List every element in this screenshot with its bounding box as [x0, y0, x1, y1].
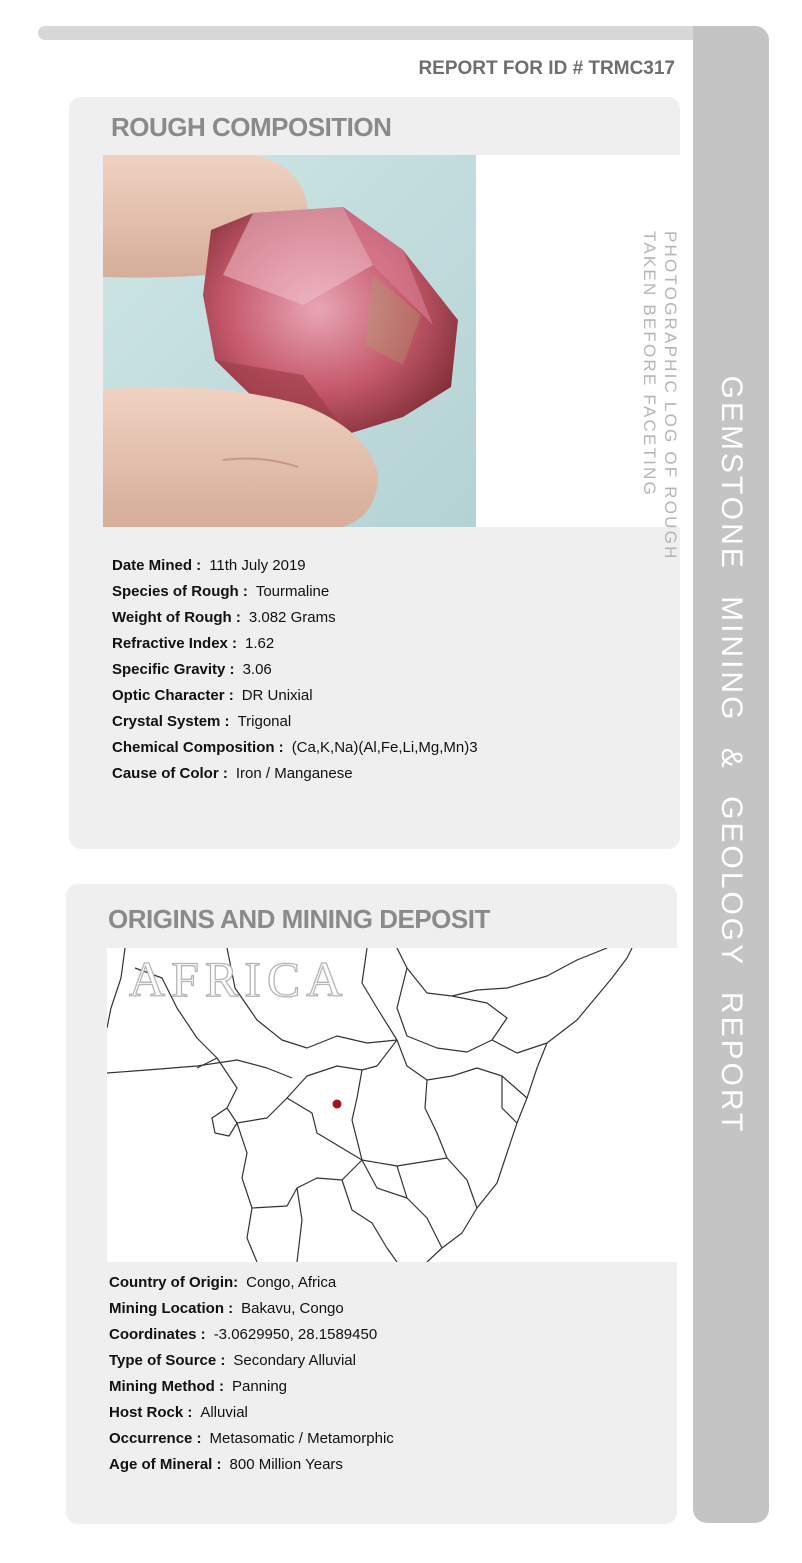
- report-id-label: REPORT FOR ID # TRMC317: [418, 58, 675, 79]
- prop-host-rock: [109, 1400, 394, 1426]
- report-side-title: GEMSTONE MINING & GEOLOGY REPORT: [715, 375, 748, 1135]
- africa-map-graphic: [107, 948, 677, 1262]
- prop-label: Type of Source :: [109, 1352, 226, 1369]
- rough-properties-list: [112, 553, 478, 787]
- prop-label: Refractive Index :: [112, 635, 238, 652]
- prop-value: 3.06: [242, 661, 272, 678]
- prop-label: Mining Location :: [109, 1300, 234, 1317]
- prop-label: Date Mined :: [112, 557, 202, 574]
- prop-weight: [112, 605, 478, 631]
- prop-label: Coordinates :: [109, 1326, 206, 1343]
- prop-value: Iron / Manganese: [235, 765, 353, 782]
- prop-value: Congo, Africa: [246, 1274, 337, 1291]
- prop-value: Panning: [231, 1378, 288, 1395]
- prop-label: Country of Origin:: [109, 1274, 239, 1291]
- prop-value: Metasomatic / Metamorphic: [209, 1430, 394, 1447]
- map-africa-label: AFRICA: [129, 951, 349, 1007]
- prop-crystal-system: [112, 709, 478, 735]
- africa-map: [107, 948, 677, 1262]
- prop-label: Host Rock :: [109, 1404, 193, 1421]
- photo-caption-line-2: TAKEN BEFORE FACETING: [640, 231, 659, 497]
- header-bar: [38, 26, 738, 40]
- prop-chemical-composition: [112, 735, 478, 761]
- prop-value: 1.62: [245, 635, 275, 652]
- prop-value: Trigonal: [237, 713, 292, 730]
- prop-value: -3.0629950, 28.1589450: [213, 1326, 378, 1343]
- origins-properties-list: [109, 1270, 394, 1478]
- prop-value: Secondary Alluvial: [233, 1352, 356, 1369]
- prop-value: 800 Million Years: [229, 1456, 343, 1473]
- origins-panel: [66, 884, 677, 1524]
- rough-gemstone-photo: [103, 155, 476, 527]
- prop-label: Specific Gravity :: [112, 661, 235, 678]
- photo-caption-line-1: PHOTOGRAPHIC LOG OF ROUGH: [661, 231, 680, 561]
- prop-species: [112, 579, 478, 605]
- prop-value: Alluvial: [200, 1404, 248, 1421]
- prop-mining-location: [109, 1296, 394, 1322]
- prop-date-mined: [112, 553, 478, 579]
- prop-value: 11th July 2019: [209, 557, 306, 574]
- prop-occurrence: [109, 1426, 394, 1452]
- prop-value: DR Unixial: [241, 687, 313, 704]
- prop-value: 3.082 Grams: [248, 609, 336, 626]
- prop-mining-method: [109, 1374, 394, 1400]
- rough-composition-panel: [69, 97, 680, 849]
- prop-optic-character: [112, 683, 478, 709]
- rough-composition-title: ROUGH COMPOSITION: [111, 112, 392, 142]
- prop-specific-gravity: [112, 657, 478, 683]
- prop-coordinates: [109, 1322, 394, 1348]
- rough-photo-strip: [103, 155, 680, 561]
- prop-label: Chemical Composition :: [112, 739, 284, 756]
- prop-label: Weight of Rough :: [112, 609, 241, 626]
- prop-country-of-origin: [109, 1270, 394, 1296]
- prop-label: Mining Method :: [109, 1378, 224, 1395]
- prop-age-of-mineral: [109, 1452, 394, 1478]
- prop-value: (Ca,K,Na)(Al,Fe,Li,Mg,Mn)3: [291, 739, 478, 756]
- origins-title: ORIGINS AND MINING DEPOSIT: [108, 904, 490, 934]
- mining-location-marker: [333, 1100, 342, 1109]
- prop-value: Bakavu, Congo: [241, 1300, 344, 1317]
- prop-type-of-source: [109, 1348, 394, 1374]
- prop-label: Species of Rough :: [112, 583, 248, 600]
- prop-cause-of-color: [112, 761, 478, 787]
- prop-value: Tourmaline: [255, 583, 330, 600]
- prop-label: Optic Character :: [112, 687, 234, 704]
- prop-refractive-index: [112, 631, 478, 657]
- prop-label: Crystal System :: [112, 713, 230, 730]
- prop-label: Cause of Color :: [112, 765, 228, 782]
- prop-label: Age of Mineral :: [109, 1456, 222, 1473]
- prop-label: Occurrence :: [109, 1430, 202, 1447]
- photo-caption: [639, 231, 681, 561]
